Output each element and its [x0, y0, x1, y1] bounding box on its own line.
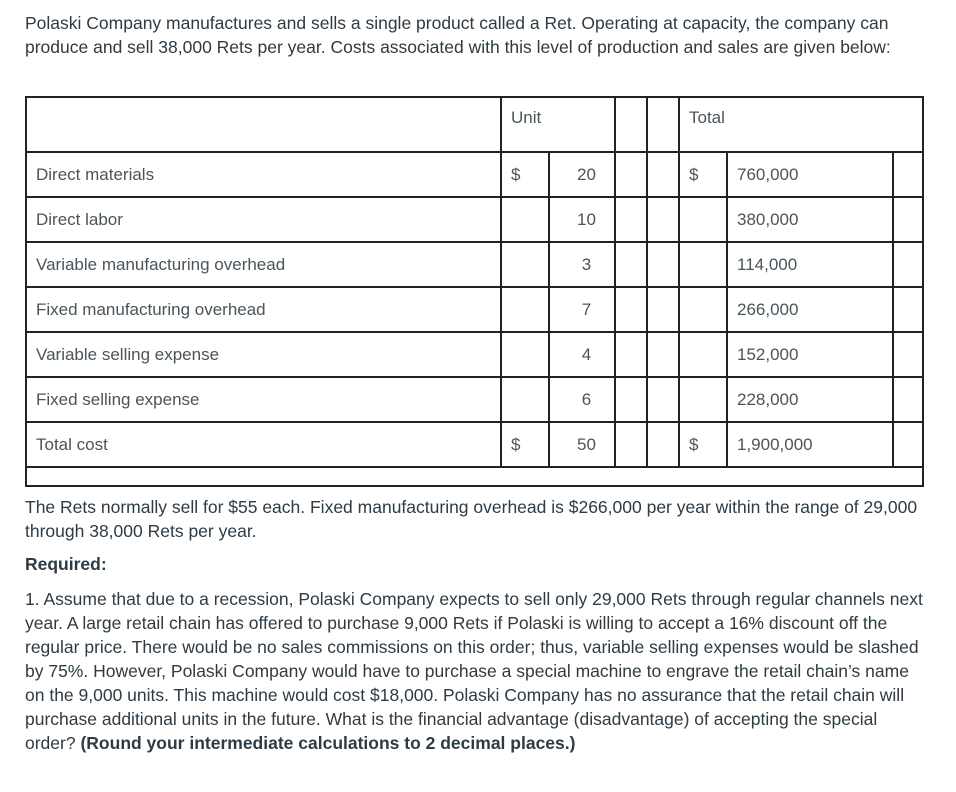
spacer-cell — [615, 377, 647, 422]
spacer-cell — [647, 197, 679, 242]
spacer-cell — [615, 97, 647, 152]
table-row — [26, 287, 923, 332]
unit-cost-value: 7 — [549, 287, 615, 332]
spacer-cell — [615, 197, 647, 242]
row-label: Fixed manufacturing overhead — [26, 287, 501, 332]
row-label: Variable selling expense — [26, 332, 501, 377]
problem-text — [25, 495, 930, 755]
total-cost-value: 380,000 — [727, 197, 893, 242]
total-dollar-sign — [679, 197, 727, 242]
spacer-cell — [893, 197, 923, 242]
total-cost-value: 152,000 — [727, 332, 893, 377]
price-paragraph: The Rets normally sell for $55 each. Fixed manufacturing overhead is $266,000 per year within the range of 29,000 through 38,000 Rets per year. — [25, 497, 918, 541]
spacer-cell — [647, 377, 679, 422]
table-row — [26, 377, 923, 422]
total-cost-value: 114,000 — [727, 242, 893, 287]
intro-paragraph: Polaski Company manufactures and sells a single product called a Ret. Operating at capacity, the company can produce and sell 38,000 Rets per year. Costs associated with this level of production and sales are given below: — [25, 13, 891, 57]
spacer-cell — [647, 287, 679, 332]
unit-cost-value: 6 — [549, 377, 615, 422]
total-cost-value: 228,000 — [727, 377, 893, 422]
spacer-cell — [893, 242, 923, 287]
spacer-cell — [893, 287, 923, 332]
row-label: Total cost — [26, 422, 501, 467]
required-label: Required: — [25, 554, 107, 574]
table-row — [26, 422, 923, 467]
total-dollar-sign: $ — [679, 422, 727, 467]
spacer-cell — [615, 242, 647, 287]
spacer-cell — [893, 332, 923, 377]
table-row — [26, 197, 923, 242]
total-dollar-sign — [679, 332, 727, 377]
table-row — [26, 242, 923, 287]
question-paragraph — [25, 587, 930, 755]
spacer-cell — [647, 152, 679, 197]
row-label: Direct labor — [26, 197, 501, 242]
row-label: Direct materials — [26, 152, 501, 197]
total-dollar-sign — [679, 287, 727, 332]
unit-cost-value: 4 — [549, 332, 615, 377]
unit-cost-value: 20 — [549, 152, 615, 197]
spacer-cell — [647, 242, 679, 287]
unit-column-header: Unit — [501, 97, 615, 152]
cost-table — [25, 96, 924, 487]
unit-cost-value: 3 — [549, 242, 615, 287]
total-cost-value: 1,900,000 — [727, 422, 893, 467]
unit-cost-value: 50 — [549, 422, 615, 467]
total-cost-value: 266,000 — [727, 287, 893, 332]
spacer-cell — [615, 152, 647, 197]
table-row — [26, 332, 923, 377]
spacer-cell — [647, 332, 679, 377]
spacer-cell — [893, 152, 923, 197]
total-column-header: Total — [679, 97, 923, 152]
unit-dollar-sign — [501, 332, 549, 377]
row-label: Fixed selling expense — [26, 377, 501, 422]
header-blank-cell — [26, 97, 501, 152]
blank-cell — [26, 467, 923, 486]
unit-dollar-sign — [501, 377, 549, 422]
unit-cost-value: 10 — [549, 197, 615, 242]
rounding-note: (Round your intermediate calculations to 2 decimal places.) — [80, 733, 576, 753]
spacer-cell — [615, 332, 647, 377]
total-dollar-sign: $ — [679, 152, 727, 197]
unit-dollar-sign — [501, 242, 549, 287]
total-cost-value: 760,000 — [727, 152, 893, 197]
total-dollar-sign — [679, 242, 727, 287]
spacer-cell — [615, 422, 647, 467]
table-row — [26, 152, 923, 197]
table-blank-row — [26, 467, 923, 486]
table-header-row — [26, 97, 923, 152]
unit-dollar-sign — [501, 287, 549, 332]
row-label: Variable manufacturing overhead — [26, 242, 501, 287]
spacer-cell — [893, 377, 923, 422]
spacer-cell — [647, 97, 679, 152]
total-dollar-sign — [679, 377, 727, 422]
unit-dollar-sign: $ — [501, 152, 549, 197]
unit-dollar-sign — [501, 197, 549, 242]
spacer-cell — [615, 287, 647, 332]
question-text: 1. Assume that due to a recession, Polaski Company expects to sell only 29,000 Rets through regular channels next year. A large retail chain has offered to purchase 9,000 Rets if Polaski is willing to accept a 16% discount off the regular price. There would be no sales commissions on this order; thus, variable selling expenses would be slashed by 75%. However, Polaski Company would have to purchase a special machine to engrave the retail chain’s name on the 9,000 units. This machine would cost $18,000. Polaski Company has no assurance that the retail chain will purchase additional units in the future. What is the financial advantage (disadvantage) of accepting the special order? — [25, 589, 923, 753]
spacer-cell — [647, 422, 679, 467]
spacer-cell — [893, 422, 923, 467]
unit-dollar-sign: $ — [501, 422, 549, 467]
